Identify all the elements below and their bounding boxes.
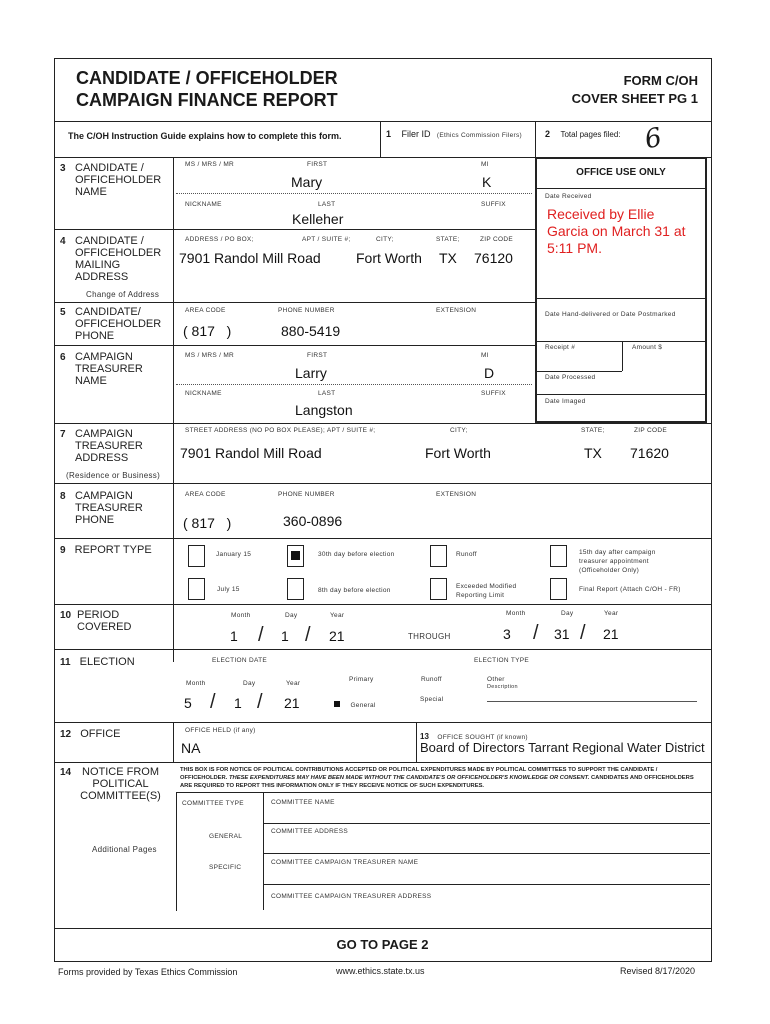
s5-phone-label: PHONE NUMBER	[278, 307, 335, 314]
section-8-label: 8 CAMPAIGN TREASURER PHONE	[60, 490, 143, 526]
candidate-phone[interactable]: 880-5419	[281, 323, 341, 339]
report-type-runoff-checkbox[interactable]	[430, 545, 447, 567]
s10-from-year-label: Year	[330, 612, 345, 619]
s11-day-label: Day	[243, 680, 256, 687]
section-3-label: 3 CANDIDATE / OFFICEHOLDER NAME	[60, 162, 162, 198]
s7-city-label: CITY;	[450, 427, 468, 434]
s10-to-month-label: Month	[506, 610, 526, 617]
section-7-label: 7 CAMPAIGN TREASURER ADDRESS	[60, 428, 143, 464]
s7-state-label: STATE;	[581, 427, 605, 434]
committee-notice: THIS BOX IS FOR NOTICE OF POLITICAL CONTRIBUTIONS ACCEPTED OR POLITICAL EXPENDITURES MADE BY POLITICAL COMMITTEES TO SUPPORT THE CANDIDATE / OFFICEHOLDER. THESE EXPENDITURES MAY HAVE BEEN MADE WITHOUT THE CANDIDATE'S OR OFFICEHOLDER'S KNOWLEDGE OR CONSENT. CANDIDATES AND OFFICEHOLDERS ARE REQUIRED TO REPORT THIS INFORMATION ONLY IF THEY RECEIVE NOTICE OF SUCH EXPENDITURES.	[180, 767, 694, 789]
election-year[interactable]: 21	[284, 695, 300, 711]
report-type-30th-day-label: 30th day before election	[318, 551, 395, 558]
s11-year-label: Year	[286, 680, 301, 687]
committee-treasurer-label: COMMITTEE CAMPAIGN TREASURER NAME	[271, 859, 419, 866]
s7-street-label: STREET ADDRESS (NO PO BOX PLEASE); APT / SUITE #;	[185, 427, 376, 434]
office-held-label: OFFICE HELD (if any)	[185, 727, 256, 734]
election-date-label: ELECTION DATE	[212, 657, 268, 664]
s3-nickname-label: NICKNAME	[185, 201, 222, 208]
title-line-1: CANDIDATE / OFFICEHOLDER	[76, 68, 338, 88]
section-9-label: 9 REPORT TYPE	[60, 544, 152, 556]
received-note: Received by Ellie Garcia on March 31 at 5:11 PM.	[547, 206, 686, 256]
section-13-label: 13 OFFICE SOUGHT (if known)	[420, 732, 528, 741]
candidate-zip[interactable]: 76120	[474, 250, 513, 266]
total-pages-field[interactable]: 2 Total pages filed:	[545, 129, 621, 139]
treasurer-zip[interactable]: 71620	[630, 445, 669, 461]
election-runoff-label: Runoff	[421, 676, 442, 683]
election-type-label: ELECTION TYPE	[474, 657, 530, 664]
report-type-jul-15-checkbox[interactable]	[188, 578, 205, 600]
election-other-label: Other	[487, 676, 505, 683]
candidate-mi[interactable]: K	[482, 174, 492, 190]
footer-url[interactable]: www.ethics.state.tx.us	[336, 966, 425, 976]
election-special-label: Special	[420, 696, 444, 703]
footer-revised: Revised 8/17/2020	[620, 966, 696, 976]
s7-sub: (Residence or Business)	[66, 471, 161, 480]
s6-last-label: LAST	[318, 390, 336, 397]
section-6-label: 6 CAMPAIGN TREASURER NAME	[60, 351, 143, 387]
committee-address-label: COMMITTEE ADDRESS	[271, 828, 348, 835]
period-to-month[interactable]: 3	[503, 626, 511, 642]
date-hand-delivered-label: Date Hand-delivered or Date Postmarked	[545, 311, 676, 318]
section-4-label: 4 CANDIDATE / OFFICEHOLDER MAILING ADDRESS	[60, 235, 162, 283]
report-type-8th-day-checkbox[interactable]	[287, 578, 304, 600]
election-month[interactable]: 5	[184, 695, 192, 711]
treasurer-address[interactable]: 7901 Randol Mill Road	[180, 445, 322, 461]
s4-address-label: ADDRESS / PO BOX;	[185, 236, 254, 243]
s10-to-year-label: Year	[604, 610, 619, 617]
s5-area-label: AREA CODE	[185, 307, 226, 314]
change-of-address-label: Change of Address	[86, 290, 160, 299]
report-type-30th-day-checkbox[interactable]	[287, 545, 304, 567]
candidate-address[interactable]: 7901 Randol Mill Road	[179, 250, 321, 266]
committee-specific-option[interactable]: SPECIFIC	[209, 864, 242, 871]
form-title	[76, 67, 338, 111]
receipt-label: Receipt #	[545, 344, 576, 351]
footer-provided: Forms provided by Texas Ethics Commission	[58, 967, 238, 977]
period-from-year[interactable]: 21	[329, 628, 345, 644]
section-14-label: 14 NOTICE FROM POLITICAL COMMITTEE(S)	[60, 766, 161, 802]
section-12-label: 12 OFFICE	[60, 728, 121, 740]
additional-pages-label: Additional Pages	[92, 845, 157, 854]
s3-first-label: FIRST	[307, 161, 328, 168]
form-id-line-2: COVER SHEET PG 1	[571, 91, 698, 106]
s4-apt-label: APT / SUITE #;	[302, 236, 351, 243]
report-type-exceeded-checkbox[interactable]	[430, 578, 447, 600]
s4-state-label: STATE;	[436, 236, 460, 243]
s6-nickname-label: NICKNAME	[185, 390, 222, 397]
committee-type-label: COMMITTEE TYPE	[182, 800, 244, 807]
s6-ms-label: MS / MRS / MR	[185, 352, 235, 359]
s6-suffix-label: SUFFIX	[481, 390, 506, 397]
s3-suffix-label: SUFFIX	[481, 201, 506, 208]
s11-month-label: Month	[186, 680, 206, 687]
committee-treasurer-address-label: COMMITTEE CAMPAIGN TREASURER ADDRESS	[271, 893, 432, 900]
report-type-exceeded-label: Exceeded Modified Reporting Limit	[456, 583, 517, 599]
date-imaged-label: Date Imaged	[545, 398, 586, 405]
treasurer-area-code[interactable]: ( 817 )	[183, 515, 232, 531]
s8-area-label: AREA CODE	[185, 491, 226, 498]
treasurer-mi[interactable]: D	[484, 365, 495, 381]
section-10-label: 10 PERIOD COVERED	[60, 609, 132, 633]
instruction-text: The C/OH Instruction Guide explains how to complete this form.	[68, 131, 342, 141]
candidate-state[interactable]: TX	[439, 250, 457, 266]
title-line-2: CAMPAIGN FINANCE REPORT	[76, 90, 338, 110]
committee-box	[176, 792, 711, 911]
s6-mi-label: MI	[481, 352, 489, 359]
report-type-runoff-label: Runoff	[456, 551, 477, 558]
report-type-final-checkbox[interactable]	[550, 578, 567, 600]
report-type-jan-15-checkbox[interactable]	[188, 545, 205, 567]
s3-ms-label: MS / MRS / MR	[185, 161, 235, 168]
s4-city-label: CITY;	[376, 236, 394, 243]
candidate-area-code[interactable]: ( 817 )	[183, 323, 232, 339]
s8-phone-label: PHONE NUMBER	[278, 491, 335, 498]
candidate-last-name[interactable]: Kelleher	[292, 211, 344, 227]
report-type-final-label: Final Report (Attach C/OH - FR)	[579, 586, 681, 593]
s8-ext-label: EXTENSION	[436, 491, 477, 498]
report-type-8th-day-label: 8th day before election	[318, 587, 391, 594]
treasurer-phone[interactable]: 360-0896	[283, 513, 343, 529]
section-11-label: 11 ELECTION	[60, 656, 135, 668]
election-day[interactable]: 1	[234, 695, 242, 711]
report-type-15th-day-label: 15th day after campaign treasurer appointment (Officeholder Only)	[579, 549, 656, 574]
office-held-value[interactable]: NA	[181, 740, 201, 756]
s4-zip-label: ZIP CODE	[480, 236, 513, 243]
s10-from-month-label: Month	[231, 612, 251, 619]
s3-mi-label: MI	[481, 161, 489, 168]
election-general-option[interactable]: General	[334, 694, 376, 712]
go-to-page-2[interactable]: GO TO PAGE 2	[336, 937, 429, 952]
s3-last-label: LAST	[318, 201, 336, 208]
treasurer-first-name[interactable]: Larry	[295, 365, 327, 381]
period-to-day[interactable]: 31	[554, 626, 570, 642]
general-marker-icon	[334, 701, 340, 707]
treasurer-state[interactable]: TX	[584, 445, 602, 461]
treasurer-city[interactable]: Fort Worth	[425, 445, 491, 461]
office-use-title: OFFICE USE ONLY	[576, 167, 666, 178]
period-to-year[interactable]: 21	[603, 626, 619, 642]
treasurer-last-name[interactable]: Langston	[295, 402, 353, 418]
period-from-month[interactable]: 1	[230, 628, 238, 644]
office-sought-value[interactable]: Board of Directors Tarrant Regional Water District	[420, 740, 705, 755]
amount-label: Amount $	[632, 344, 663, 351]
s6-first-label: FIRST	[307, 352, 328, 359]
date-received-label: Date Received	[545, 193, 592, 200]
election-other-desc: Description	[487, 684, 518, 690]
form-id-line-1: FORM C/OH	[623, 73, 698, 88]
report-type-jan-15-label: January 15	[216, 551, 252, 558]
total-pages-value: 6	[642, 122, 665, 156]
s10-from-day-label: Day	[285, 612, 298, 619]
s5-ext-label: EXTENSION	[436, 307, 477, 314]
election-primary-label: Primary	[349, 676, 374, 683]
through-label: THROUGH	[408, 632, 451, 641]
period-from-day[interactable]: 1	[281, 628, 289, 644]
s7-zip-label: ZIP CODE	[634, 427, 667, 434]
committee-general-option[interactable]: GENERAL	[209, 833, 243, 840]
report-type-15th-day-checkbox[interactable]	[550, 545, 567, 567]
committee-name-label: COMMITTEE NAME	[271, 799, 335, 806]
date-processed-label: Date Processed	[545, 374, 596, 381]
form-id	[500, 72, 698, 108]
candidate-first-name[interactable]: Mary	[291, 174, 323, 190]
candidate-city[interactable]: Fort Worth	[356, 250, 422, 266]
filer-id-field[interactable]: 1 Filer ID (Ethics Commission Filers)	[386, 129, 523, 139]
report-type-jul-15-label: July 15	[217, 586, 240, 593]
s10-to-day-label: Day	[561, 610, 574, 617]
section-5-label: 5 CANDIDATE/ OFFICEHOLDER PHONE	[60, 306, 162, 342]
